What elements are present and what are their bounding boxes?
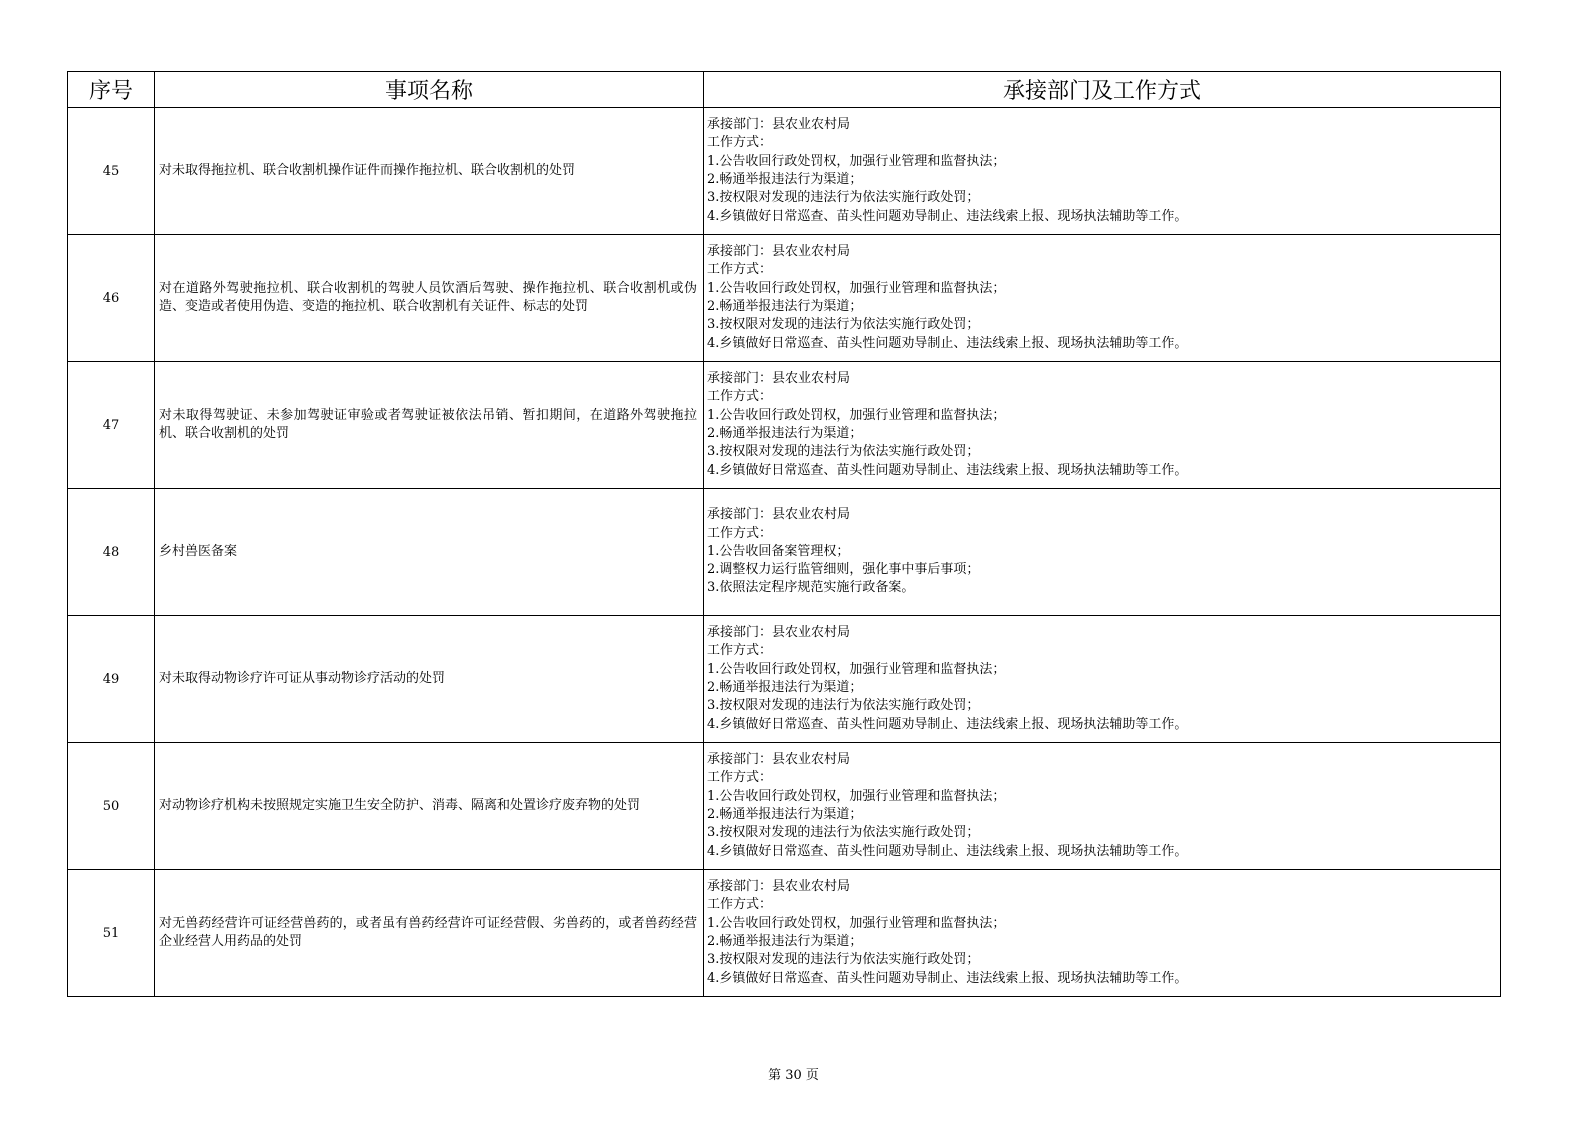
serial-number-cell: 49: [68, 616, 155, 743]
method-step-line: 1.公告收回行政处罚权，加强行业管理和监督执法；: [707, 407, 1006, 423]
department-line: 承接部门：县农业农村局: [707, 371, 851, 387]
items-table: [67, 71, 1501, 997]
header-item-name: 事项名称: [155, 72, 704, 108]
serial-number-cell: 48: [68, 489, 155, 616]
table-row: [68, 235, 1501, 362]
method-step-line: 4.乡镇做好日常巡查、苗头性问题劝导制止、违法线索上报、现场执法辅助等工作。: [707, 208, 1188, 224]
method-step-line: 2.畅通举报违法行为渠道；: [707, 426, 863, 441]
method-heading-line: 工作方式：: [707, 525, 773, 541]
page-number: 第 30 页: [768, 1068, 819, 1083]
table-row: [68, 616, 1501, 743]
table-body: [68, 108, 1501, 997]
department-line: 承接部门：县农业农村局: [707, 625, 851, 641]
table-row: [68, 108, 1501, 235]
method-step-line: 2.畅通举报违法行为渠道；: [707, 680, 863, 695]
method-step-line: 1.公告收回备案管理权；: [707, 543, 850, 559]
department-line: 承接部门：县农业农村局: [707, 507, 851, 523]
method-heading-line: 工作方式：: [707, 262, 773, 278]
method-step-line: 1.公告收回行政处罚权，加强行业管理和监督执法；: [707, 915, 1006, 931]
item-name-cell: 对未取得驾驶证、未参加驾驶证审验或者驾驶证被依法吊销、暂扣期间，在道路外驾驶拖拉机、联合收割机的处罚: [155, 362, 704, 489]
serial-number-cell: 47: [68, 362, 155, 489]
method-heading-line: 工作方式：: [707, 135, 773, 151]
method-step-line: 1.公告收回行政处罚权，加强行业管理和监督执法；: [707, 153, 1006, 169]
method-step-line: 3.按权限对发现的违法行为依法实施行政处罚；: [707, 698, 980, 714]
item-name-cell: 对无兽药经营许可证经营兽药的，或者虽有兽药经营许可证经营假、劣兽药的，或者兽药经营企业经营人用药品的处罚: [155, 870, 704, 997]
serial-number-cell: 50: [68, 743, 155, 870]
table-row: [68, 489, 1501, 616]
department-line: 承接部门：县农业农村局: [707, 244, 851, 260]
method-step-line: 3.按权限对发现的违法行为依法实施行政处罚；: [707, 952, 980, 968]
department-method-cell: [704, 235, 1501, 362]
serial-number-cell: 45: [68, 108, 155, 235]
department-line: 承接部门：县农业农村局: [707, 752, 851, 768]
method-step-line: 2.畅通举报违法行为渠道；: [707, 807, 863, 822]
department-method-cell: [704, 489, 1501, 616]
item-name-cell: 对未取得动物诊疗许可证从事动物诊疗活动的处罚: [155, 616, 704, 743]
table-row: [68, 870, 1501, 997]
item-name-cell: 乡村兽医备案: [155, 489, 704, 616]
item-name-cell: 对动物诊疗机构未按照规定实施卫生安全防护、消毒、隔离和处置诊疗废弃物的处罚: [155, 743, 704, 870]
department-line: 承接部门：县农业农村局: [707, 117, 851, 133]
table-row: [68, 362, 1501, 489]
method-step-line: 4.乡镇做好日常巡查、苗头性问题劝导制止、违法线索上报、现场执法辅助等工作。: [707, 462, 1188, 478]
method-heading-line: 工作方式：: [707, 643, 773, 659]
method-step-line: 1.公告收回行政处罚权，加强行业管理和监督执法；: [707, 661, 1006, 677]
method-step-line: 3.按权限对发现的违法行为依法实施行政处罚；: [707, 444, 980, 460]
table-row: [68, 743, 1501, 870]
method-step-line: 3.按权限对发现的违法行为依法实施行政处罚；: [707, 825, 980, 841]
method-step-line: 4.乡镇做好日常巡查、苗头性问题劝导制止、违法线索上报、现场执法辅助等工作。: [707, 970, 1188, 986]
method-heading-line: 工作方式：: [707, 770, 773, 786]
method-step-line: 4.乡镇做好日常巡查、苗头性问题劝导制止、违法线索上报、现场执法辅助等工作。: [707, 716, 1188, 732]
item-name-cell: 对在道路外驾驶拖拉机、联合收割机的驾驶人员饮酒后驾驶、操作拖拉机、联合收割机或伪造、变造或者使用伪造、变造的拖拉机、联合收割机有关证件、标志的处罚: [155, 235, 704, 362]
method-step-line: 1.公告收回行政处罚权，加强行业管理和监督执法；: [707, 788, 1006, 804]
method-step-line: 2.畅通举报违法行为渠道；: [707, 299, 863, 314]
department-method-cell: [704, 743, 1501, 870]
method-step-line: 1.公告收回行政处罚权，加强行业管理和监督执法；: [707, 280, 1006, 296]
method-heading-line: 工作方式：: [707, 389, 773, 405]
department-method-cell: [704, 108, 1501, 235]
method-step-line: 4.乡镇做好日常巡查、苗头性问题劝导制止、违法线索上报、现场执法辅助等工作。: [707, 843, 1188, 859]
method-step-line: 2.调整权力运行监管细则，强化事中事后事项；: [707, 562, 980, 578]
serial-number-cell: 51: [68, 870, 155, 997]
department-line: 承接部门：县农业农村局: [707, 879, 851, 895]
method-step-line: 4.乡镇做好日常巡查、苗头性问题劝导制止、违法线索上报、现场执法辅助等工作。: [707, 335, 1188, 351]
method-heading-line: 工作方式：: [707, 897, 773, 913]
department-method-cell: [704, 870, 1501, 997]
header-serial-number: 序号: [68, 72, 155, 108]
serial-number-cell: 46: [68, 235, 155, 362]
method-step-line: 3.依照法定程序规范实施行政备案。: [707, 580, 915, 596]
department-method-cell: [704, 362, 1501, 489]
method-step-line: 3.按权限对发现的违法行为依法实施行政处罚；: [707, 317, 980, 333]
item-name-cell: 对未取得拖拉机、联合收割机操作证件而操作拖拉机、联合收割机的处罚: [155, 108, 704, 235]
table-header-row: [68, 72, 1501, 108]
method-step-line: 2.畅通举报违法行为渠道；: [707, 934, 863, 949]
department-method-cell: [704, 616, 1501, 743]
header-department-method: 承接部门及工作方式: [704, 72, 1501, 108]
method-step-line: 3.按权限对发现的违法行为依法实施行政处罚；: [707, 190, 980, 206]
method-step-line: 2.畅通举报违法行为渠道；: [707, 172, 863, 187]
